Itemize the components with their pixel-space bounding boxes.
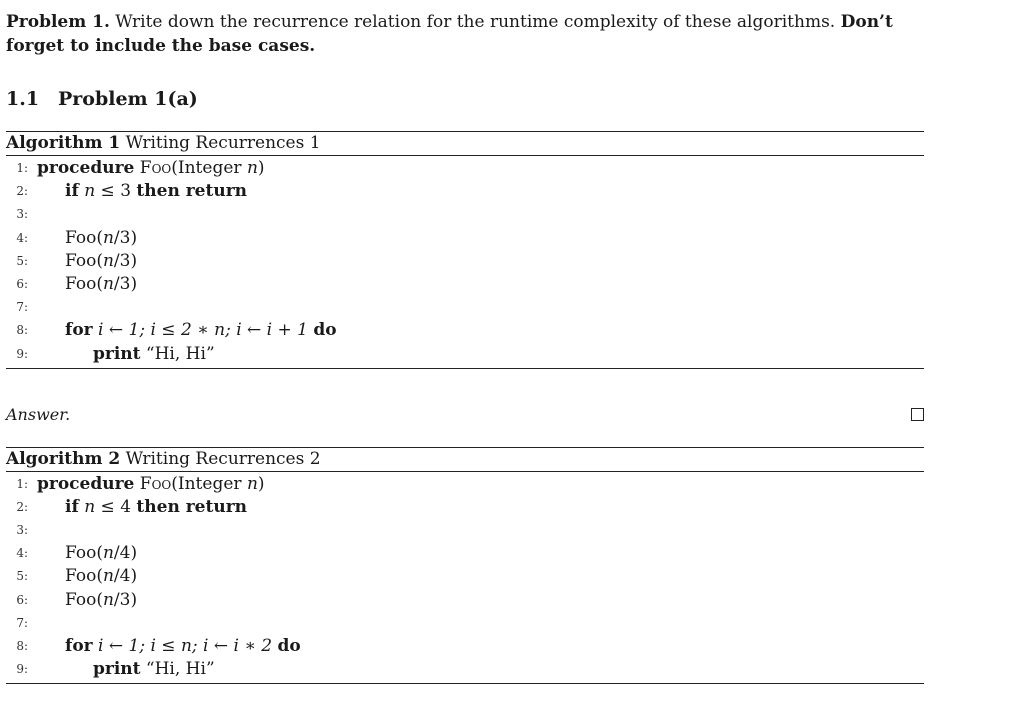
keyword: print	[93, 659, 141, 680]
call: Foo(	[65, 227, 103, 248]
line-number: 8:	[16, 323, 28, 338]
code-line	[6, 319, 924, 342]
string-literal: “Hi, Hi”	[140, 659, 215, 680]
line-number: 1:	[16, 161, 28, 175]
condition: ≤ 3	[95, 181, 137, 202]
answer-label: Answer.	[6, 404, 71, 424]
line-number: 2:	[16, 184, 28, 199]
variable: n	[102, 566, 114, 587]
call-tail: /3)	[113, 273, 138, 294]
variable: n	[246, 473, 258, 494]
code-line	[6, 227, 924, 250]
keyword: if	[65, 496, 79, 517]
code-line	[6, 203, 924, 226]
keyword: then return	[136, 496, 248, 517]
algorithm-title: Writing Recurrences 1	[125, 133, 321, 153]
code-line	[6, 296, 924, 319]
section-number: 1.1	[6, 88, 40, 110]
algorithm-block-1	[6, 131, 924, 369]
call: Foo(	[65, 273, 103, 294]
call-tail: /3)	[113, 589, 138, 610]
code-line	[6, 658, 924, 681]
call: Foo(	[65, 589, 103, 610]
call-tail: /4)	[113, 543, 138, 564]
variable: n	[84, 496, 96, 517]
keyword: if	[65, 181, 79, 202]
line-number: 9:	[16, 346, 28, 361]
algorithm-caption	[6, 132, 924, 156]
variable: n	[102, 543, 114, 564]
qed-box-icon	[911, 408, 924, 421]
problem-text: Write down the recurrence relation for the runtime complexity of these algorithms.	[109, 12, 841, 32]
code-line	[6, 519, 924, 542]
line-number: 7:	[16, 615, 28, 630]
string-literal: “Hi, Hi”	[140, 343, 215, 364]
problem-label: Problem 1.	[6, 12, 110, 32]
code-line	[6, 157, 924, 180]
code-line	[6, 180, 924, 203]
procedure-name: Foo	[139, 473, 172, 494]
procedure-name: Foo	[139, 158, 172, 178]
call: Foo(	[65, 566, 103, 587]
keyword: for	[65, 636, 93, 656]
call-tail: /4)	[113, 566, 138, 587]
variable: n	[102, 250, 114, 271]
loop-expression: i ← 1; i ≤ 2 ∗ n; i ← i + 1	[92, 320, 314, 341]
section-heading	[6, 87, 924, 111]
condition: ≤ 4	[95, 496, 137, 517]
problem-statement	[6, 10, 924, 58]
answer-row	[6, 369, 924, 447]
line-number: 6:	[16, 276, 28, 291]
keyword: procedure	[37, 158, 135, 178]
algorithm-caption	[6, 448, 924, 472]
code-line	[6, 496, 924, 519]
line-number: 3:	[16, 207, 28, 222]
code-line	[6, 542, 924, 565]
keyword: print	[93, 343, 141, 364]
line-number: 5:	[16, 253, 28, 268]
code-line	[6, 473, 924, 496]
code-line	[6, 612, 924, 635]
procedure-args: (Integer	[171, 158, 247, 178]
close-paren: )	[257, 158, 265, 178]
call: Foo(	[65, 250, 103, 271]
algorithm-body	[6, 472, 924, 684]
line-number: 1:	[16, 476, 28, 491]
algorithm-tag: Algorithm 1	[6, 133, 121, 153]
code-line	[6, 273, 924, 296]
problem-emphasis: Don’t forget to include the base cases.	[6, 12, 893, 56]
variable: n	[246, 158, 258, 178]
code-line	[6, 565, 924, 588]
procedure-args: (Integer	[171, 473, 247, 494]
call-tail: /3)	[113, 250, 138, 271]
code-line	[6, 635, 924, 658]
line-number: 3:	[16, 523, 28, 538]
variable: n	[102, 273, 114, 294]
code-line	[6, 343, 924, 366]
line-number: 7:	[16, 300, 28, 315]
algorithm-tag: Algorithm 2	[6, 448, 121, 469]
section-title: Problem 1(a)	[58, 88, 198, 110]
line-number: 9:	[16, 662, 28, 677]
keyword: do	[313, 320, 337, 341]
variable: n	[84, 181, 96, 202]
line-number: 6:	[16, 592, 28, 607]
variable: n	[102, 589, 114, 610]
keyword: for	[65, 320, 93, 341]
line-number: 8:	[16, 639, 28, 653]
document-page	[6, 10, 924, 684]
close-paren: )	[257, 473, 265, 494]
keyword: do	[277, 636, 301, 656]
keyword: procedure	[37, 473, 135, 494]
algorithm-body	[6, 156, 924, 368]
algorithm-block-2	[6, 447, 924, 685]
call: Foo(	[65, 543, 103, 564]
code-line	[6, 589, 924, 612]
algorithm-title: Writing Recurrences 2	[125, 448, 321, 469]
call-tail: /3)	[113, 227, 138, 248]
variable: n	[102, 227, 114, 248]
line-number: 4:	[16, 546, 28, 561]
line-number: 4:	[16, 230, 28, 245]
keyword: then return	[136, 181, 248, 202]
code-line	[6, 250, 924, 273]
line-number: 2:	[16, 499, 28, 514]
loop-expression: i ← 1; i ≤ n; i ← i ∗ 2	[92, 636, 278, 656]
line-number: 5:	[16, 569, 28, 584]
